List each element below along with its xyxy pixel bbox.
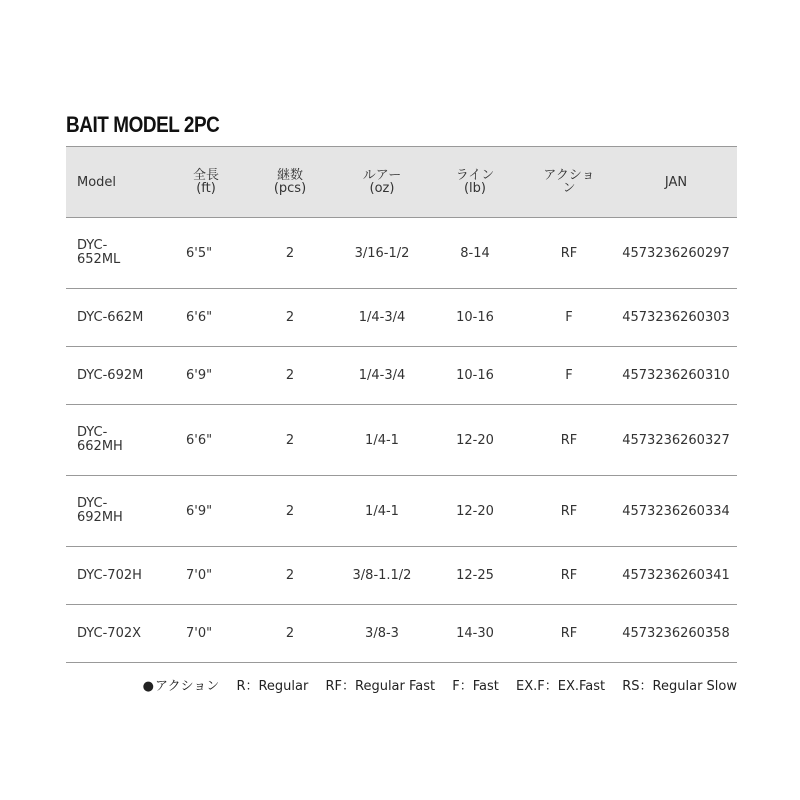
cell-length: 6'6" <box>186 432 213 448</box>
header-line <box>427 147 523 218</box>
header-model <box>66 147 169 218</box>
cell-line: 14-30 <box>456 626 494 641</box>
model-code-prefix: DYC- <box>77 238 108 253</box>
cell-model <box>66 476 169 547</box>
cell-line: 12-25 <box>456 568 494 583</box>
page-title: BAIT MODEL 2PC <box>66 112 220 137</box>
cell-jan: 4573236260327 <box>622 432 730 448</box>
header-label: Model <box>77 174 117 190</box>
cell-action: F <box>565 368 573 383</box>
legend-item: F：Fast <box>452 679 499 694</box>
header-label: JAN <box>664 174 688 190</box>
cell-lure: 3/8-1.1/2 <box>352 568 412 583</box>
header-unit: (ft) <box>196 181 216 196</box>
table-row <box>66 289 737 347</box>
cell-jan: 4573236260303 <box>622 310 730 325</box>
table-row <box>66 347 737 405</box>
header-unit: (lb) <box>463 181 486 196</box>
cell-pieces: 2 <box>285 245 295 261</box>
cell-jan: 4573236260334 <box>622 503 730 519</box>
cell-length: 6'9" <box>186 368 213 383</box>
header-label-wrap: ン <box>562 181 576 196</box>
cell-jan: 4573236260310 <box>622 368 730 383</box>
model-code-prefix: DYC- <box>77 425 108 440</box>
model-code-prefix: DYC- <box>77 496 108 511</box>
legend-item: RF：Regular Fast <box>325 679 436 694</box>
table-row <box>66 605 737 663</box>
table-header-row <box>66 147 737 218</box>
cell-line: 12-20 <box>456 503 494 519</box>
legend-item: RS：Regular Slow <box>622 679 737 694</box>
cell-jan: 4573236260297 <box>622 245 730 261</box>
table-row <box>66 547 737 605</box>
cell-model: DYC-692M <box>77 367 144 383</box>
header-unit: (pcs) <box>273 181 307 196</box>
legend-label: アクション <box>154 679 220 694</box>
header-pieces <box>243 147 337 218</box>
cell-model: DYC-702H <box>77 567 142 583</box>
cell-model <box>66 218 169 289</box>
cell-length: 7'0" <box>186 626 213 641</box>
header-length <box>169 147 243 218</box>
cell-action: F <box>565 310 573 325</box>
cell-pieces: 2 <box>285 368 295 383</box>
cell-pieces: 2 <box>285 432 295 448</box>
cell-lure: 3/16-1/2 <box>354 245 410 261</box>
cell-jan: 4573236260341 <box>622 568 730 583</box>
cell-action: RF <box>560 245 578 261</box>
header-label: 継数 <box>276 168 303 183</box>
cell-action: RF <box>560 432 578 448</box>
model-code-suffix: 692MH <box>77 510 123 525</box>
model-code-suffix: 662MH <box>77 439 123 454</box>
cell-lure: 1/4-3/4 <box>358 310 406 325</box>
cell-length: 6'6" <box>186 310 213 325</box>
table-row <box>66 405 737 476</box>
legend-item: EX.F：EX.Fast <box>516 679 606 694</box>
cell-action: RF <box>560 626 578 641</box>
cell-jan: 4573236260358 <box>622 626 730 641</box>
header-unit: (oz) <box>369 181 395 196</box>
cell-line: 10-16 <box>456 368 494 383</box>
action-legend <box>143 675 737 694</box>
cell-pieces: 2 <box>285 310 295 325</box>
cell-lure: 3/8-3 <box>365 626 399 641</box>
cell-pieces: 2 <box>285 626 295 641</box>
cell-pieces: 2 <box>285 503 295 519</box>
cell-lure: 1/4-1 <box>365 432 399 448</box>
cell-length: 7'0" <box>186 568 213 583</box>
cell-model: DYC-662M <box>77 309 144 325</box>
cell-model <box>66 405 169 476</box>
header-label: アクショ <box>543 168 595 183</box>
bullet-icon: ● <box>142 679 154 694</box>
header-label: 全長 <box>192 168 219 183</box>
cell-model: DYC-702X <box>77 625 142 641</box>
cell-action: RF <box>560 568 578 583</box>
table-row <box>66 218 737 289</box>
header-action <box>523 147 615 218</box>
header-lure <box>337 147 427 218</box>
header-label: ライン <box>455 168 495 183</box>
cell-pieces: 2 <box>285 568 295 583</box>
cell-length: 6'5" <box>186 245 213 261</box>
cell-line: 8-14 <box>460 245 490 261</box>
cell-lure: 1/4-3/4 <box>358 368 406 383</box>
cell-line: 10-16 <box>456 310 494 325</box>
model-code-suffix: 652ML <box>77 252 121 267</box>
table-row <box>66 476 737 547</box>
legend-item: R：Regular <box>236 679 309 694</box>
header-jan <box>615 147 737 218</box>
cell-lure: 1/4-1 <box>365 503 399 519</box>
cell-action: RF <box>560 503 578 519</box>
spec-table <box>66 146 737 663</box>
cell-line: 12-20 <box>456 432 494 448</box>
cell-length: 6'9" <box>186 503 213 519</box>
header-label: ルアー <box>362 168 402 183</box>
